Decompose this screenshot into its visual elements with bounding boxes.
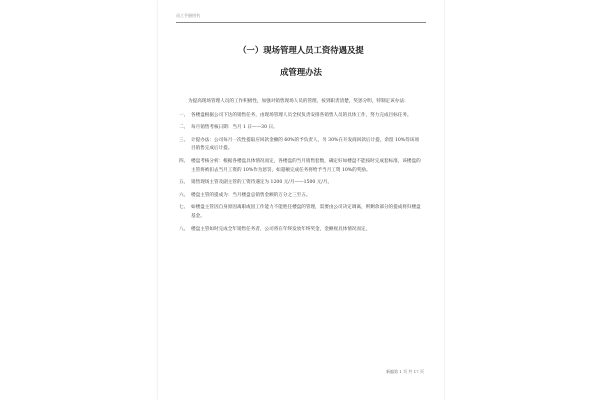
item-text: 销售现场主管及副主管的工资待遇定为 1200 元/月——1500 元/月。: [191, 180, 333, 186]
item-number: 四、: [179, 158, 189, 164]
list-item: [179, 179, 423, 188]
item-number: 七、: [179, 205, 189, 211]
intro-paragraph: 为提高现场管理人员的工作积极性，加强对销售现场人员的管理，按到职责清楚，奖惩分明，特制定该办法：: [188, 99, 409, 104]
document-page: [158, 0, 444, 400]
item-text: 每月销售考核日期：当月 1 日——30 日。: [191, 125, 278, 131]
list-item: [179, 158, 423, 175]
list-item: [179, 112, 423, 121]
page-title-line-2: 成管理办法: [280, 67, 322, 77]
item-number: 八、: [179, 226, 189, 232]
item-number: 六、: [179, 192, 189, 198]
item-number: 三、: [179, 137, 189, 143]
item-text: 楼盘主管如时完成全年销售任务者，公司将在年终发放年终奖金，金额视具体情况而定。: [191, 226, 371, 232]
header-divider: [176, 22, 426, 23]
item-number: 五、: [179, 180, 189, 186]
list-item: [179, 124, 423, 133]
page-number: 新编第 1 页 共 17 页: [386, 369, 424, 374]
item-text: 楼盘主管的提成为：当月楼盘总销售金额的万分之三至五。: [191, 192, 311, 198]
item-number: 一、: [179, 112, 189, 118]
list-item: [179, 226, 423, 235]
item-text: 各楼盘根据公司下达的销售任务，由现场管理人员全权负责安排各销售人员的具体工作，努力完成目标任务。: [191, 112, 412, 118]
page-header: 员工手册用书: [176, 13, 200, 18]
item-number: 二、: [179, 125, 189, 131]
item-text: 楼盘考核分析：根据各楼盘具体情况而定，各楼盘的当月销售套数，确定好如楼盘不能按时完成套标准，该楼盘的主管将被扣去当月工资的 10%作为惩罚，如超额完成任务将给予当月工资 10%的奖励。: [191, 158, 421, 173]
page-title-line-1: （一）现场管理人员工资待遇及提: [238, 45, 364, 55]
list-item: [179, 192, 423, 201]
list-item: [179, 137, 423, 154]
item-text: 计提办法：公司每月一次性提取应回款金额的 60%的予负责人，另 30%在开发商回款后计提，余留 10%待该项目销售完成后计提。: [191, 137, 419, 152]
item-text: 如楼盘主管因自身原因离职或因工作能力不能胜任楼盘的管理，需要由公司决定调离，则剩余部分的提成将归楼盘基金。: [191, 205, 421, 219]
document-body: [179, 98, 423, 238]
list-item: [179, 204, 423, 221]
